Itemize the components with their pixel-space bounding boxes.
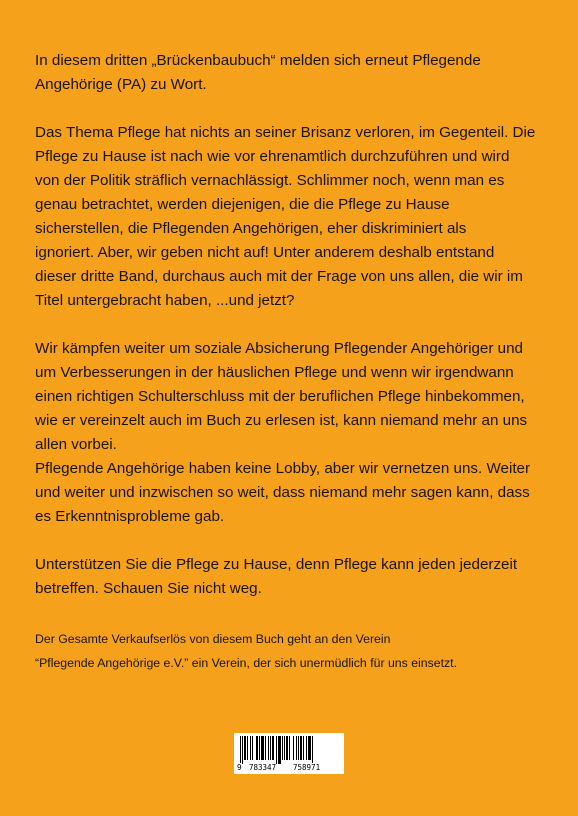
barcode-left-group: 783347 bbox=[249, 763, 277, 772]
barcode-bar bbox=[303, 736, 304, 760]
barcode-bar bbox=[270, 736, 271, 760]
barcode-bar bbox=[240, 736, 241, 764]
barcode-bar bbox=[296, 736, 297, 760]
barcode-bar bbox=[300, 736, 302, 760]
barcode-bar bbox=[250, 736, 251, 760]
barcode-bar bbox=[308, 736, 311, 760]
appeal-paragraph: Unterstützen Sie die Pflege zu Hause, denn Pflege kann jeden jederzeit betreffen. Schauen Sie nicht weg. bbox=[35, 556, 518, 597]
barcode-bar bbox=[256, 736, 258, 760]
barcode-bar bbox=[265, 736, 266, 760]
struggle-paragraph: Wir kämpfen weiter um soziale Absicherung Pflegender Angehöriger und um Verbesserungen in der häuslichen Pflege und wenn wir irgendwann einen richtigen Schulterschluss mit der beruflichen Pflege hinbekommen, wie er vereinzelt auch im Buch zu erlesen ist, kann niemand mehr an uns allen vorbei. bbox=[35, 340, 528, 453]
barcode-bar bbox=[244, 736, 246, 760]
barcode-bar bbox=[282, 736, 283, 760]
topic-paragraph: Das Thema Pflege hat nichts an seiner Brisanz verloren, im Gegenteil. Die Pflege zu Hause ist nach wie vor ehrenamtlich durchzuführen und wird von der Politik sträflich vernachlässigt. Schlimmer noch, wenn man es genau betrachtet, werden diejenigen, die die Pflege zu Hause sicherstellen, die Pflegenden Angehörigen, eher diskriminiert als ignoriert. Aber, wir geben nicht auf! Unter anderem deshalb entstand dieser dritte Band, durchaus auch mit der Frage von uns allen, die wir im Titel untergebracht haben, ...und jetzt? bbox=[35, 124, 536, 309]
barcode-bar bbox=[298, 736, 299, 760]
isbn-barcode bbox=[234, 733, 344, 774]
barcode-bar bbox=[268, 736, 269, 760]
barcode-bar bbox=[261, 736, 264, 760]
barcode-right-group: 758971 bbox=[293, 763, 321, 772]
intro-paragraph: In diesem dritten „Brückenbaubuch“ melden sich erneut Pflegende Angehörige (PA) zu Wort. bbox=[35, 52, 481, 93]
barcode-bar bbox=[306, 736, 307, 760]
barcode-bar bbox=[252, 736, 253, 760]
barcode-bar bbox=[276, 736, 277, 764]
barcode-bar bbox=[289, 736, 290, 760]
barcode-bar bbox=[293, 736, 294, 760]
barcode-bar bbox=[312, 736, 313, 764]
barcode-bar bbox=[284, 736, 285, 760]
proceeds-note: Der Gesamte Verkaufserlös von diesem Buch geht an den Verein “Pflegende Angehörige e.V.” ein Verein, der sich unermüdlich für uns einsetzt. bbox=[35, 632, 457, 670]
barcode-bar bbox=[247, 736, 248, 760]
barcode-bar bbox=[259, 736, 260, 760]
barcode-bar bbox=[278, 736, 281, 764]
barcode-prefix-digit: 9 bbox=[237, 763, 242, 772]
barcode-bar bbox=[242, 736, 243, 764]
barcode-bar bbox=[272, 736, 274, 760]
barcode-bar bbox=[286, 736, 288, 760]
back-cover-text bbox=[35, 49, 545, 625]
network-paragraph: Pflegende Angehörige haben keine Lobby, aber wir vernetzen uns. Weiter und weiter und inzwischen so weit, dass niemand mehr sagen kann, dass es Erkenntnisprobleme gab. bbox=[35, 460, 531, 525]
